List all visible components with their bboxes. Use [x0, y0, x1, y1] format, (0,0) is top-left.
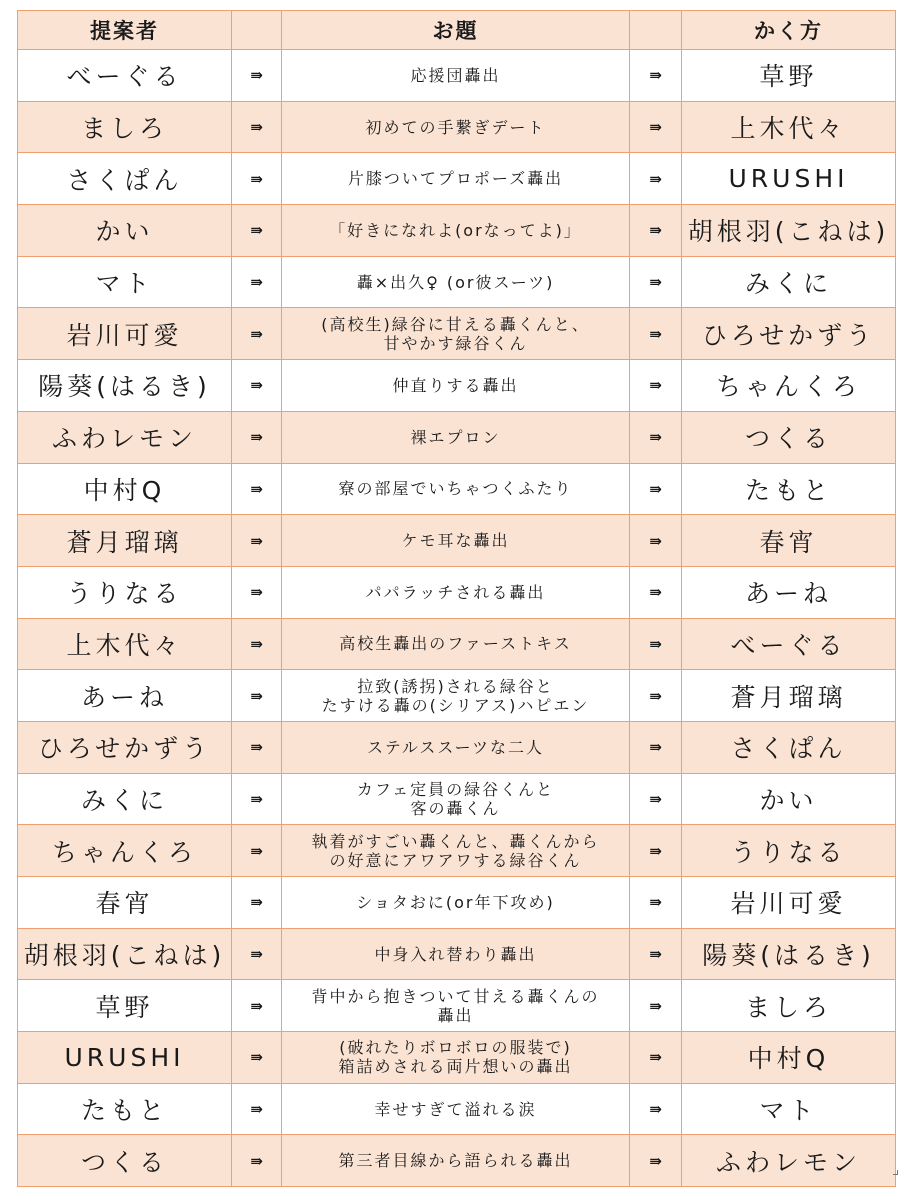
proposer-cell: 胡根羽(こねは) [18, 928, 232, 980]
theme-cell: 中身入れ替わり轟出 [282, 928, 630, 980]
arrow-icon: ⇛ [232, 877, 282, 929]
table-row [18, 670, 896, 722]
theme-cell: ステルススーツな二人 [282, 721, 630, 773]
arrow-icon: ⇛ [232, 773, 282, 825]
writer-cell: 岩川可愛 [682, 877, 896, 929]
proposer-cell: 岩川可愛 [18, 308, 232, 360]
writer-cell: ちゃんくろ [682, 360, 896, 412]
arrow-icon: ⇛ [232, 980, 282, 1032]
table-row [18, 463, 896, 515]
writer-cell: うりなる [682, 825, 896, 877]
arrow-icon: ⇛ [630, 153, 682, 205]
table-row [18, 205, 896, 257]
theme-cell: 裸エプロン [282, 411, 630, 463]
arrow-icon: ⇛ [232, 463, 282, 515]
writer-cell: つくる [682, 411, 896, 463]
proposer-cell: ましろ [18, 101, 232, 153]
proposer-cell: うりなる [18, 566, 232, 618]
table-row [18, 50, 896, 102]
proposer-cell: たもと [18, 1083, 232, 1135]
writer-cell: べーぐる [682, 618, 896, 670]
arrow-icon: ⇛ [232, 1032, 282, 1084]
theme-cell: 拉致(誘拐)される緑谷と たすける轟の(シリアス)ハピエン [282, 670, 630, 722]
arrow-icon: ⇛ [630, 463, 682, 515]
arrow-icon: ⇛ [232, 50, 282, 102]
proposer-cell: みくに [18, 773, 232, 825]
proposer-cell: マト [18, 256, 232, 308]
arrow-icon: ⇛ [232, 618, 282, 670]
proposer-cell: 春宵 [18, 877, 232, 929]
arrow-icon: ⇛ [630, 670, 682, 722]
table-row [18, 877, 896, 929]
writer-cell: ひろせかずう [682, 308, 896, 360]
writer-cell: あーね [682, 566, 896, 618]
arrow-icon: ⇛ [232, 205, 282, 257]
arrow-icon: ⇛ [630, 773, 682, 825]
proposer-cell: 中村Q [18, 463, 232, 515]
table-row [18, 256, 896, 308]
writer-cell: 蒼月瑠璃 [682, 670, 896, 722]
writer-cell: 中村Q [682, 1032, 896, 1084]
header-arrow-spacer [232, 11, 282, 50]
proposer-cell: 上木代々 [18, 618, 232, 670]
theme-cell: 初めての手繋ぎデート [282, 101, 630, 153]
theme-cell: 応援団轟出 [282, 50, 630, 102]
assignment-table [17, 10, 896, 1187]
arrow-icon: ⇛ [630, 566, 682, 618]
table-row [18, 308, 896, 360]
arrow-icon: ⇛ [232, 360, 282, 412]
proposer-cell: さくぱん [18, 153, 232, 205]
proposer-cell: べーぐる [18, 50, 232, 102]
arrow-icon: ⇛ [630, 1032, 682, 1084]
table-row [18, 1032, 896, 1084]
arrow-icon: ⇛ [232, 566, 282, 618]
arrow-icon: ⇛ [630, 360, 682, 412]
arrow-icon: ⇛ [232, 1083, 282, 1135]
proposer-cell: 草野 [18, 980, 232, 1032]
theme-cell: 轟×出久♀ (or彼スーツ) [282, 256, 630, 308]
header-writer: かく方 [682, 11, 896, 50]
arrow-icon: ⇛ [232, 256, 282, 308]
arrow-icon: ⇛ [630, 1083, 682, 1135]
table-row [18, 1135, 896, 1187]
header-proposer: 提案者 [18, 11, 232, 50]
table-row [18, 773, 896, 825]
table-row [18, 360, 896, 412]
table-row [18, 980, 896, 1032]
writer-cell: ふわレモン [682, 1135, 896, 1187]
arrow-icon: ⇛ [630, 721, 682, 773]
theme-cell: 「好きになれよ(orなってよ)」 [282, 205, 630, 257]
arrow-icon: ⇛ [630, 308, 682, 360]
proposer-cell: かい [18, 205, 232, 257]
theme-cell: 寮の部屋でいちゃつくふたり [282, 463, 630, 515]
proposer-cell: ふわレモン [18, 411, 232, 463]
writer-cell: 春宵 [682, 515, 896, 567]
table-row [18, 101, 896, 153]
table-row [18, 515, 896, 567]
arrow-icon: ⇛ [630, 877, 682, 929]
arrow-icon: ⇛ [232, 670, 282, 722]
theme-cell: 片膝ついてプロポーズ轟出 [282, 153, 630, 205]
arrow-icon: ⇛ [232, 1135, 282, 1187]
theme-cell: 幸せすぎて溢れる涙 [282, 1083, 630, 1135]
corner-mark [893, 1170, 898, 1175]
theme-cell: 背中から抱きついて甘える轟くんの 轟出 [282, 980, 630, 1032]
table-row [18, 721, 896, 773]
header-arrow-spacer [630, 11, 682, 50]
writer-cell: 陽葵(はるき) [682, 928, 896, 980]
proposer-cell: 陽葵(はるき) [18, 360, 232, 412]
proposer-cell: ひろせかずう [18, 721, 232, 773]
writer-cell: ましろ [682, 980, 896, 1032]
table-row [18, 1083, 896, 1135]
proposer-cell: つくる [18, 1135, 232, 1187]
writer-cell: 上木代々 [682, 101, 896, 153]
arrow-icon: ⇛ [630, 101, 682, 153]
arrow-icon: ⇛ [232, 101, 282, 153]
theme-cell: ケモ耳な轟出 [282, 515, 630, 567]
arrow-icon: ⇛ [232, 825, 282, 877]
theme-cell: カフェ定員の緑谷くんと 客の轟くん [282, 773, 630, 825]
theme-cell: 高校生轟出のファーストキス [282, 618, 630, 670]
arrow-icon: ⇛ [630, 50, 682, 102]
arrow-icon: ⇛ [630, 1135, 682, 1187]
table-row [18, 566, 896, 618]
proposer-cell: 蒼月瑠璃 [18, 515, 232, 567]
arrow-icon: ⇛ [630, 825, 682, 877]
theme-cell: 第三者目線から語られる轟出 [282, 1135, 630, 1187]
arrow-icon: ⇛ [630, 980, 682, 1032]
theme-cell: パパラッチされる轟出 [282, 566, 630, 618]
table-row [18, 153, 896, 205]
theme-cell: (高校生)緑谷に甘える轟くんと、 甘やかす緑谷くん [282, 308, 630, 360]
arrow-icon: ⇛ [630, 411, 682, 463]
table-row [18, 618, 896, 670]
header-theme: お題 [282, 11, 630, 50]
theme-cell: (破れたりボロボロの服装で) 箱詰めされる両片想いの轟出 [282, 1032, 630, 1084]
arrow-icon: ⇛ [232, 308, 282, 360]
writer-cell: 胡根羽(こねは) [682, 205, 896, 257]
arrow-icon: ⇛ [630, 256, 682, 308]
table-row [18, 825, 896, 877]
arrow-icon: ⇛ [630, 928, 682, 980]
writer-cell: 草野 [682, 50, 896, 102]
arrow-icon: ⇛ [630, 205, 682, 257]
arrow-icon: ⇛ [630, 515, 682, 567]
assignment-sheet [17, 10, 896, 1187]
arrow-icon: ⇛ [232, 928, 282, 980]
writer-cell: みくに [682, 256, 896, 308]
writer-cell: さくぱん [682, 721, 896, 773]
theme-cell: 執着がすごい轟くんと、轟くんから の好意にアワアワする緑谷くん [282, 825, 630, 877]
arrow-icon: ⇛ [232, 721, 282, 773]
header-row [18, 11, 896, 50]
writer-cell: マト [682, 1083, 896, 1135]
proposer-cell: ちゃんくろ [18, 825, 232, 877]
theme-cell: 仲直りする轟出 [282, 360, 630, 412]
theme-cell: ショタおに(or年下攻め) [282, 877, 630, 929]
proposer-cell: あーね [18, 670, 232, 722]
writer-cell: たもと [682, 463, 896, 515]
arrow-icon: ⇛ [630, 618, 682, 670]
arrow-icon: ⇛ [232, 411, 282, 463]
writer-cell: URUSHI [682, 153, 896, 205]
writer-cell: かい [682, 773, 896, 825]
arrow-icon: ⇛ [232, 515, 282, 567]
table-row [18, 411, 896, 463]
table-row [18, 928, 896, 980]
arrow-icon: ⇛ [232, 153, 282, 205]
proposer-cell: URUSHI [18, 1032, 232, 1084]
